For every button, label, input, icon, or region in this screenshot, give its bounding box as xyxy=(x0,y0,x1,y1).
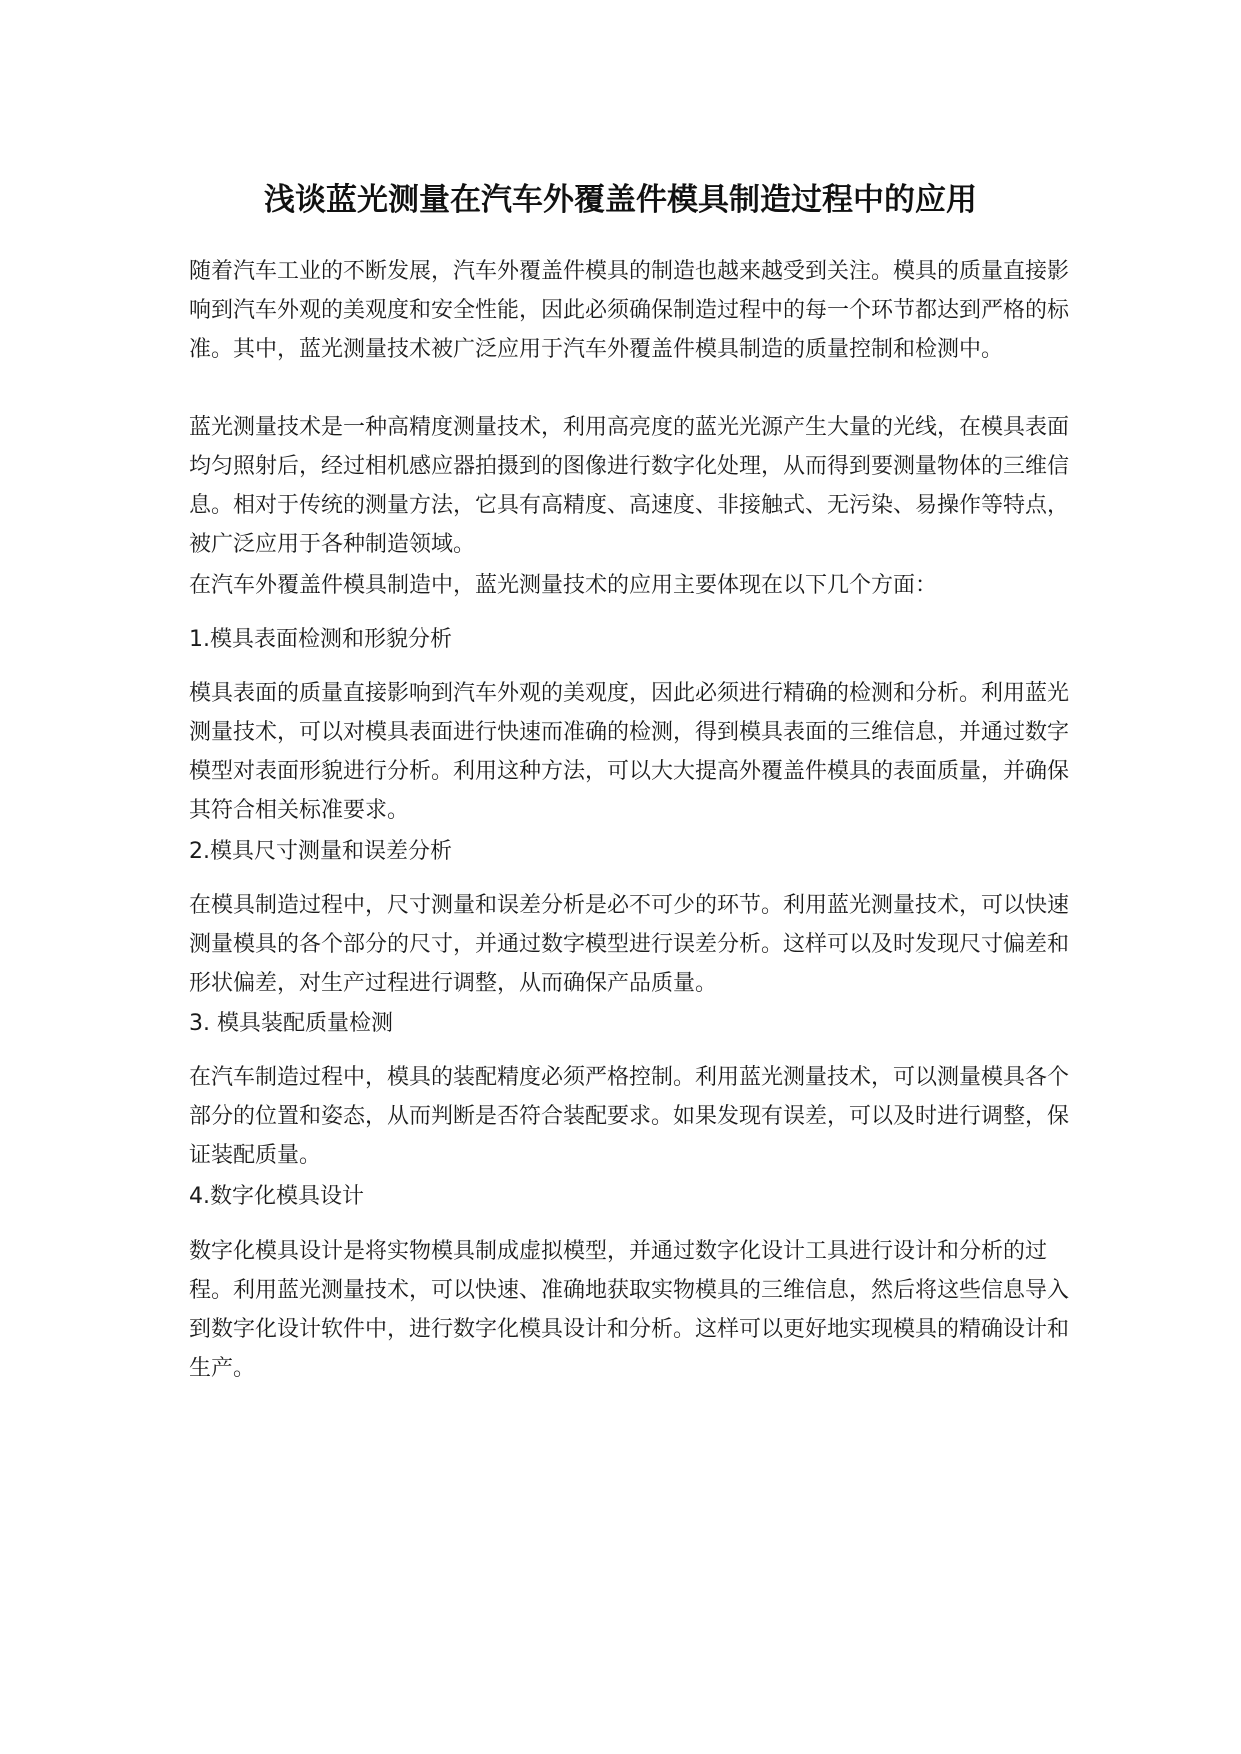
intro-paragraph-2: 蓝光测量技术是一种高精度测量技术，利用高亮度的蓝光光源产生大量的光线，在模具表面均匀照射后，经过相机感应器拍摄到的图像进行数字化处理，从而得到要测量物体的三维信息。相对于传统的测量方法，它具有高精度、高速度、非接触式、无污染、易操作等特点，被广泛应用于各种制造领域。 xyxy=(189,415,1070,557)
intro-paragraph-3: 在汽车外覆盖件模具制造中，蓝光测量技术的应用主要体现在以下几个方面： xyxy=(189,573,938,598)
section-3-heading: 3. 模具装配质量检测 xyxy=(189,1011,393,1036)
section-2-body: 在模具制造过程中，尺寸测量和误差分析是必不可少的环节。利用蓝光测量技术，可以快速测量模具的各个部分的尺寸，并通过数字模型进行误差分析。这样可以及时发现尺寸偏差和形状偏差，对生产过程进行调整，从而确保产品质量。 xyxy=(189,893,1070,996)
document-title: 浅谈蓝光测量在汽车外覆盖件模具制造过程中的应用 xyxy=(264,182,977,218)
section-1-body: 模具表面的质量直接影响到汽车外观的美观度，因此必须进行精确的检测和分析。利用蓝光测量技术，可以对模具表面进行快速而准确的检测，得到模具表面的三维信息，并通过数字模型对表面形貌进行分析。利用这种方法，可以大大提高外覆盖件模具的表面质量，并确保其符合相关标准要求。 xyxy=(189,681,1070,823)
section-3-body: 在汽车制造过程中，模具的装配精度必须严格控制。利用蓝光测量技术，可以测量模具各个部分的位置和姿态，从而判断是否符合装配要求。如果发现有误差，可以及时进行调整，保证装配质量。 xyxy=(189,1065,1070,1168)
section-4-heading: 4.数字化模具设计 xyxy=(189,1184,364,1209)
section-2-heading: 2.模具尺寸测量和误差分析 xyxy=(189,839,452,864)
intro-paragraph-1: 随着汽车工业的不断发展，汽车外覆盖件模具的制造也越来越受到关注。模具的质量直接影响到汽车外观的美观度和安全性能，因此必须确保制造过程中的每一个环节都达到严格的标准。其中，蓝光测量技术被广泛应用于汽车外覆盖件模具制造的质量控制和检测中。 xyxy=(189,259,1070,362)
section-4-body: 数字化模具设计是将实物模具制成虚拟模型，并通过数字化设计工具进行设计和分析的过程。利用蓝光测量技术，可以快速、准确地获取实物模具的三维信息，然后将这些信息导入到数字化设计软件中，进行数字化模具设计和分析。这样可以更好地实现模具的精确设计和生产。 xyxy=(189,1239,1070,1381)
section-1-heading: 1.模具表面检测和形貌分析 xyxy=(189,627,452,652)
